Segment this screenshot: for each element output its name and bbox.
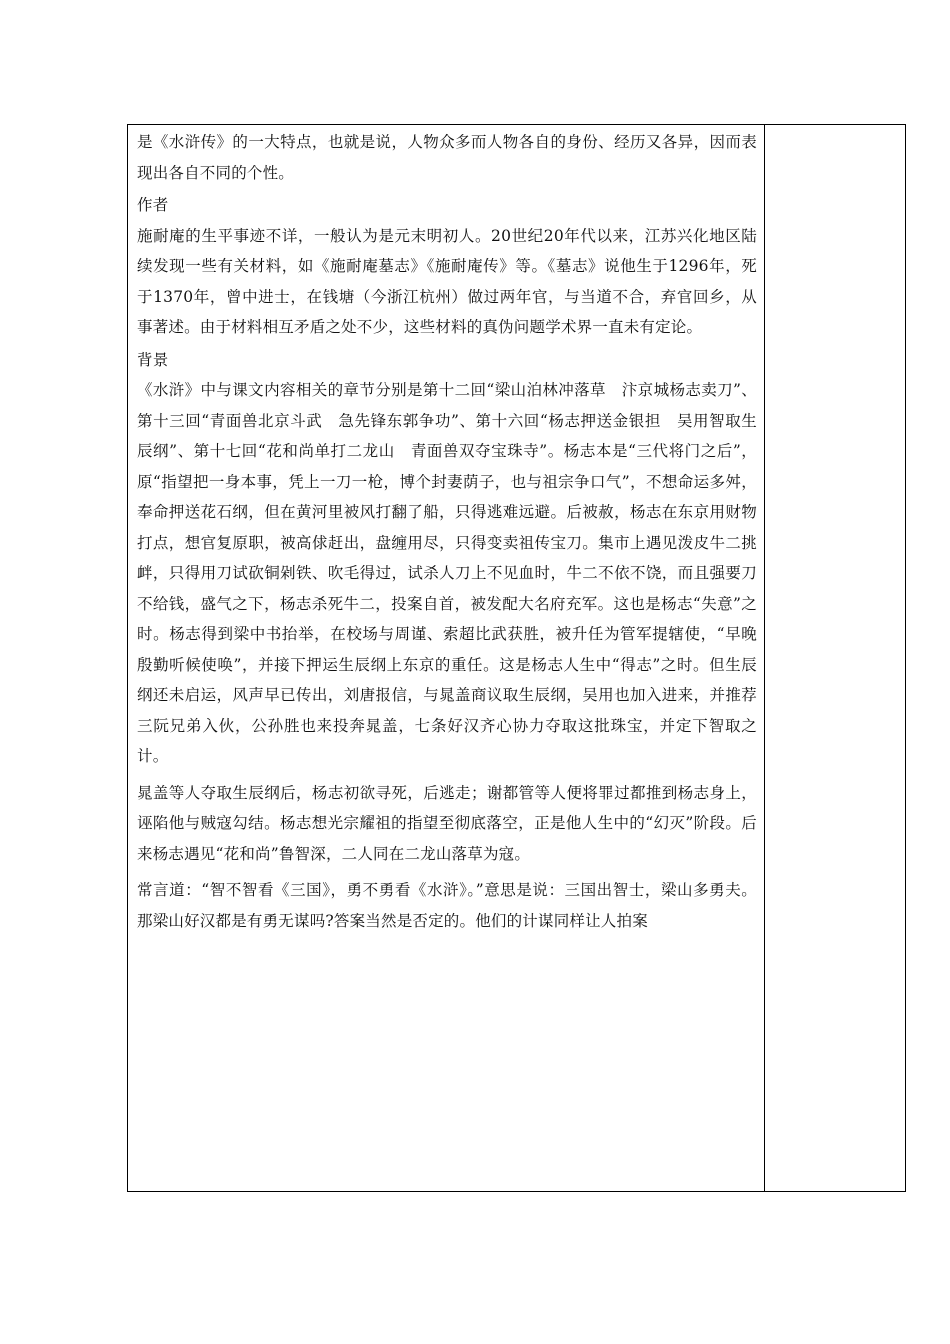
column-divider [764,125,765,1191]
paragraph-yangzhi: 晁盖等人夺取生辰纲后，杨志初欲寻死，后逃走；谢都管等人便将罪过都推到杨志身上，诬陷他与贼寇勾结。杨志想光宗耀祖的指望至彻底落空，正是他人生中的“幻灭”阶段。后来杨志遇见“花和尚”鲁智深，二人同在二龙山落草为寇。 [137,783,757,863]
content-table [127,124,906,1192]
paragraph-author: 施耐庵的生平事迹不详，一般认为是元末明初人。20世纪20年代以来，江苏兴化地区陆续发现一些有关材料，如《施耐庵墓志》《施耐庵传》等。《墓志》说他生于1296年，死于1370年，曾中进士，在钱塘（今浙江杭州）做过两年官，与当道不合，弃官回乡，从事著述。由于材料相互矛盾之处不少，这些材料的真伪问题学术界一直未有定论。 [137,226,757,336]
heading-background: 背景 [137,350,169,369]
paragraph-intro: 是《水浒传》的一大特点，也就是说，人物众多而人物各自的身份、经历又各异，因而表现出各自不同的个性。 [137,133,757,182]
main-text-cell [137,127,757,936]
paragraph-background: 《水浒》中与课文内容相关的章节分别是第十二回“梁山泊林冲落草 汴京城杨志卖刀”、第十三回“青面兽北京斗武 急先锋东郭争功”、第十六回“杨志押送金银担 吴用智取生辰纲”、第十七回“花和尚单打二龙山 青面兽双夺宝珠寺”。杨志本是“三代将门之后”，原“指望把一身本事，凭上一刀一枪，博个封妻荫子，也与祖宗争口气”，不想命运多舛，奉命押送花石纲，但在黄河里被风打翻了船，只得逃难远避。后被赦，杨志在东京用财物打点，想官复原职，被高俅赶出，盘缠用尽，只得变卖祖传宝刀。集市上遇见泼皮牛二挑衅，只得用刀试砍铜剁铁、吹毛得过，试杀人刀上不见血时，牛二不依不饶，而且强要刀不给钱，盛气之下，杨志杀死牛二，投案自首，被发配大名府充军。这也是杨志“失意”之时。杨志得到梁中书抬举，在校场与周谨、索超比武获胜，被升任为管军提辖使，“早晚殷勤听候使唤”，并接下押运生辰纲上东京的重任。这是杨志人生中“得志”之时。但生辰纲还未启运，风声早已传出，刘唐报信，与晁盖商议取生辰纲，吴用也加入进来，并推荐三阮兄弟入伙，公孙胜也来投奔晁盖，七条好汉齐心协力夺取这批珠宝，并定下智取之计。 [137,381,757,765]
heading-author: 作者 [137,196,169,214]
paragraph-saying: 常言道：“智不智看《三国》，勇不勇看《水浒》。”意思是说：三国出智士，梁山多勇夫。那梁山好汉都是有勇无谋吗?答案当然是否定的。他们的计谋同样让人拍案 [137,881,757,930]
